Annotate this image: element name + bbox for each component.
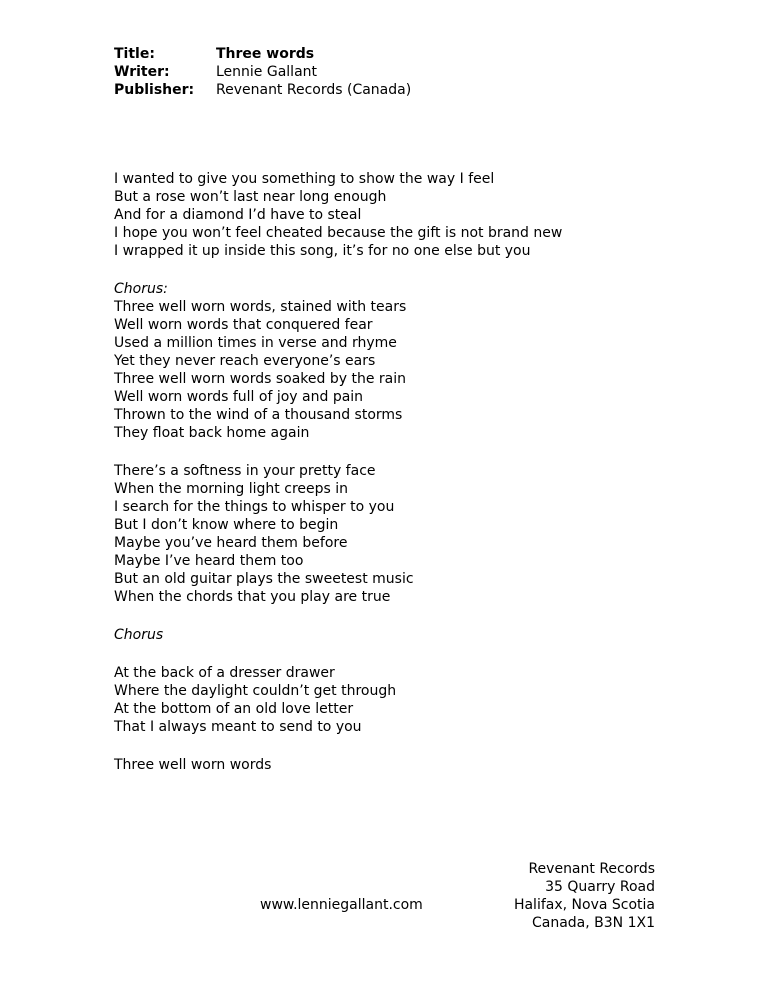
- lyric-line: I hope you won’t feel cheated because the gift is not brand new: [114, 225, 563, 241]
- publisher-address: [514, 860, 655, 932]
- lyric-line: I search for the things to whisper to you: [114, 499, 395, 515]
- lyric-line: There’s a softness in your pretty face: [114, 463, 376, 479]
- title-label: Title:: [114, 46, 155, 62]
- title-row: [114, 45, 411, 63]
- writer-label: Writer:: [114, 64, 170, 80]
- lyric-line: At the back of a dresser drawer: [114, 665, 335, 681]
- song-header: [114, 45, 411, 99]
- address-line: Revenant Records: [528, 861, 655, 877]
- chorus: [114, 280, 714, 442]
- address-line: Halifax, Nova Scotia: [513, 897, 655, 913]
- verse-1: [114, 170, 714, 260]
- lyric-line: I wanted to give you something to show the way I feel: [114, 171, 495, 187]
- lyric-line: Maybe you’ve heard them before: [114, 535, 348, 551]
- verse-3: [114, 664, 714, 736]
- publisher-row: [114, 81, 411, 99]
- lyric-line: At the bottom of an old love letter: [114, 701, 354, 717]
- lyric-line: Used a million times in verse and rhyme: [114, 335, 397, 351]
- lyric-line: They float back home again: [114, 425, 310, 441]
- website-link[interactable]: www.lenniegallant.com: [260, 897, 423, 913]
- lyric-line: Three well worn words soaked by the rain: [114, 371, 406, 387]
- lyrics-body: [114, 170, 714, 794]
- outro: [114, 756, 714, 774]
- outro-line: Three well worn words: [114, 757, 272, 773]
- lyric-line: But a rose won’t last near long enough: [114, 189, 387, 205]
- chorus-label: Chorus:: [114, 281, 168, 297]
- writer-row: [114, 63, 411, 81]
- song-title: Three words: [216, 46, 315, 62]
- chorus-repeat: [114, 626, 714, 644]
- publisher-name: Revenant Records (Canada): [216, 82, 412, 98]
- lyric-line: But an old guitar plays the sweetest music: [114, 571, 414, 587]
- lyric-line: Yet they never reach everyone’s ears: [114, 353, 376, 369]
- lyric-line: That I always meant to send to you: [114, 719, 362, 735]
- lyric-line: Well worn words that conquered fear: [114, 317, 373, 333]
- lyric-line: But I don’t know where to begin: [114, 517, 339, 533]
- lyric-line: Thrown to the wind of a thousand storms: [114, 407, 403, 423]
- publisher-label: Publisher:: [114, 82, 195, 98]
- verse-2: [114, 462, 714, 606]
- address-line: 35 Quarry Road: [545, 879, 655, 895]
- lyric-line: When the morning light creeps in: [114, 481, 349, 497]
- lyric-line: Where the daylight couldn’t get through: [114, 683, 397, 699]
- writer-name: Lennie Gallant: [216, 64, 318, 80]
- chorus-repeat-label: Chorus: [114, 627, 164, 643]
- lyric-line: When the chords that you play are true: [114, 589, 391, 605]
- lyric-line: I wrapped it up inside this song, it’s for no one else but you: [114, 243, 531, 259]
- lyric-line: Maybe I’ve heard them too: [114, 553, 304, 569]
- lyric-line: And for a diamond I’d have to steal: [114, 207, 362, 223]
- address-line: Canada, B3N 1X1: [531, 915, 655, 931]
- lyric-line: Well worn words full of joy and pain: [114, 389, 364, 405]
- lyric-line: Three well worn words, stained with tears: [114, 299, 407, 315]
